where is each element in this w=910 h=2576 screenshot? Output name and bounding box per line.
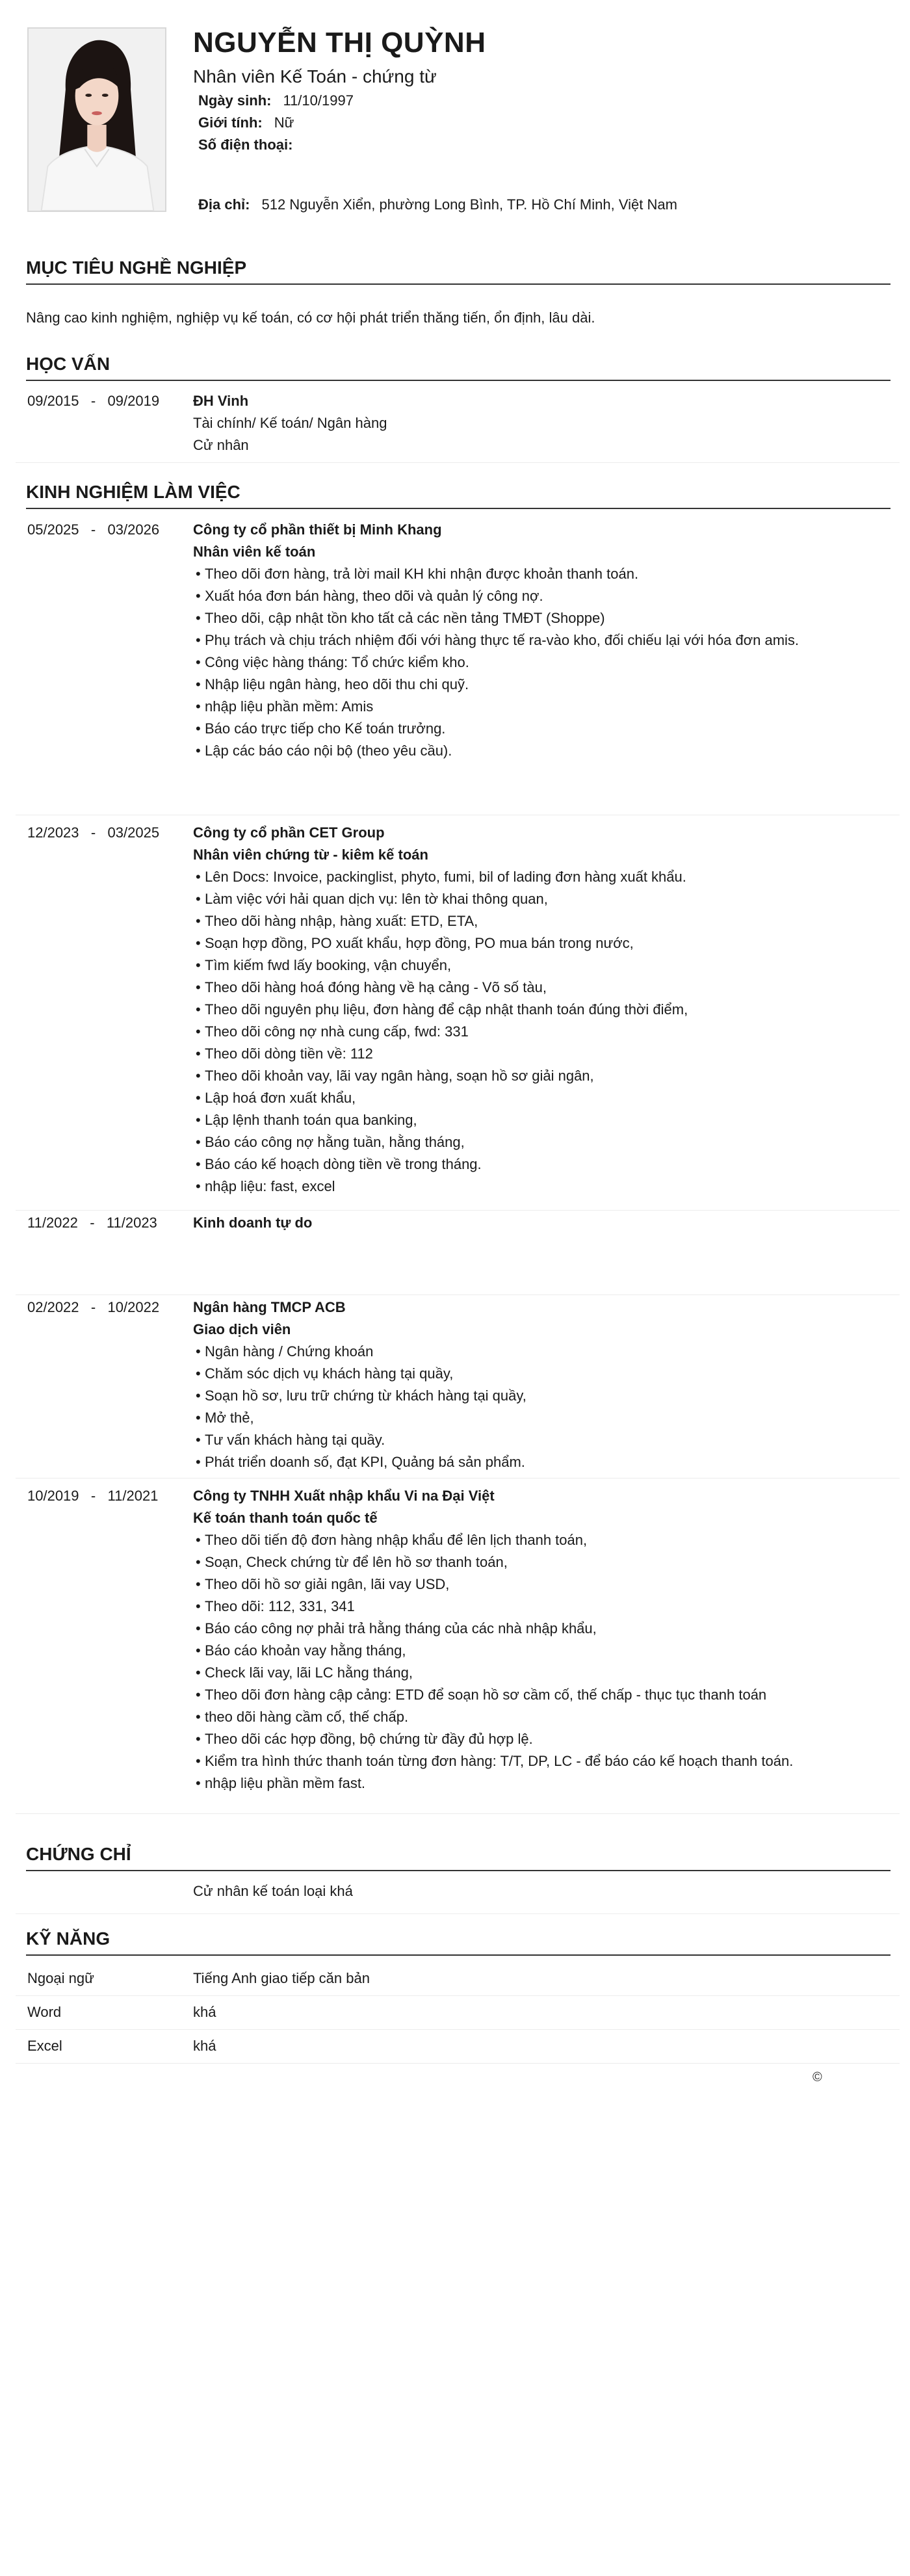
duty-item: • theo dõi hàng cầm cố, thế chấp. (193, 1706, 895, 1728)
dob-label: Ngày sinh: (198, 92, 272, 109)
dob-row (193, 90, 876, 112)
duty-item: • Báo cáo công nợ hằng tuần, hằng tháng, (193, 1131, 895, 1153)
duty-item: • Theo dõi các hợp đồng, bộ chứng từ đầy đủ hợp lệ. (193, 1728, 895, 1750)
gender-value: Nữ (274, 114, 294, 131)
copyright-mark: © (812, 2070, 822, 2084)
duty-item: • Theo dõi tiến độ đơn hàng nhập khẩu để lên lịch thanh toán, (193, 1529, 895, 1551)
experience-date: 02/2022 - 10/2022 (27, 1299, 160, 1315)
duty-item: • Phát triển doanh số, đạt KPI, Quảng bá sản phẩm. (193, 1451, 895, 1473)
experience-entry (16, 1212, 900, 1295)
skill-name: Word (27, 2004, 62, 2020)
duty-item: • Phụ trách và chịu trách nhiệm đối với hàng thực tế ra-vào kho, đối chiếu lại với hóa đơn amis. (193, 629, 895, 651)
certificate-entry (16, 1880, 900, 1914)
experience-entry (16, 1296, 900, 1479)
duty-item: • Làm việc với hải quan dịch vụ: lên tờ khai thông quan, (193, 888, 895, 910)
skill-name: Ngoại ngữ (27, 1970, 94, 1986)
experience-duties (193, 1341, 895, 1473)
dob-value: 11/10/1997 (283, 92, 354, 109)
candidate-position: Nhân viên Kế Toán - chứng từ (193, 66, 437, 86)
duty-item: • Chăm sóc dịch vụ khách hàng tại quầy, (193, 1363, 895, 1385)
experience-company: Công ty TNHH Xuất nhập khẩu Vi na Đại Việt (193, 1488, 495, 1504)
duty-item: • Theo dõi đơn hàng cập cảng: ETD để soạn hồ sơ cầm cố, thế chấp - thục tục thanh toán (193, 1684, 895, 1706)
experience-role: Giao dịch viên (193, 1321, 291, 1337)
duty-item: • Theo dõi khoản vay, lãi vay ngân hàng, soạn hồ sơ giải ngân, (193, 1065, 895, 1087)
duty-item: • Theo dõi hàng nhập, hàng xuất: ETD, ETA, (193, 910, 895, 932)
duty-item: • Lập lệnh thanh toán qua banking, (193, 1109, 895, 1131)
education-major: Tài chính/ Kế toán/ Ngân hàng (193, 415, 387, 431)
experience-entry (16, 519, 900, 815)
experience-company: Công ty cổ phần CET Group (193, 824, 385, 841)
experience-duties (193, 563, 895, 762)
duty-item: • Theo dõi hàng hoá đóng hàng về hạ cảng - Võ số tàu, (193, 977, 895, 999)
duty-item: • Ngân hàng / Chứng khoán (193, 1341, 895, 1363)
gender-label: Giới tính: (198, 114, 263, 131)
experience-date: 10/2019 - 11/2021 (27, 1488, 159, 1504)
duty-item: • Theo dõi dòng tiền về: 112 (193, 1043, 895, 1065)
duty-item: • nhập liệu: fast, excel (193, 1176, 895, 1198)
duty-item: • Tìm kiếm fwd lấy booking, vận chuyển, (193, 954, 895, 977)
profile-header (26, 26, 884, 215)
section-title-certificates: CHỨNG CHỈ (26, 1841, 890, 1871)
duty-item: • Báo cáo khoản vay hằng tháng, (193, 1640, 895, 1662)
duty-item: • Lên Docs: Invoice, packinglist, phyto, fumi, bil of lading đơn hàng xuất khẩu. (193, 866, 895, 888)
profile-info (193, 26, 876, 216)
phone-row (193, 134, 876, 156)
duty-item: • Nhập liệu ngân hàng, heo dõi thu chi quỹ. (193, 674, 895, 696)
skill-level: Tiếng Anh giao tiếp căn bản (193, 1970, 370, 1986)
duty-item: • Theo dõi đơn hàng, trả lời mail KH khi nhận được khoản thanh toán. (193, 563, 895, 585)
duty-item: • Theo dõi: 112, 331, 341 (193, 1596, 895, 1618)
experience-date: 12/2023 - 03/2025 (27, 824, 160, 841)
address-row (193, 194, 876, 216)
section-title-objective: MỤC TIÊU NGHỀ NGHIỆP (26, 255, 890, 285)
experience-date: 11/2022 - 11/2023 (27, 1215, 157, 1231)
duty-item: • Lập hoá đơn xuất khẩu, (193, 1087, 895, 1109)
duty-item: • Công việc hàng tháng: Tổ chức kiểm kho. (193, 651, 895, 674)
duty-item: • Check lãi vay, lãi LC hằng tháng, (193, 1662, 895, 1684)
duty-item: • Soạn, Check chứng từ để lên hồ sơ thanh toán, (193, 1551, 895, 1573)
experience-role: Nhân viên kế toán (193, 544, 316, 560)
experience-date: 05/2025 - 03/2026 (27, 521, 160, 538)
section-title-education: HỌC VẤN (26, 351, 890, 381)
address-label: Địa chỉ: (198, 196, 250, 213)
education-date: 09/2015 - 09/2019 (27, 393, 160, 409)
education-degree: Cử nhân (193, 437, 249, 453)
skill-name: Excel (27, 2038, 62, 2054)
duty-item: • Tư vấn khách hàng tại quầy. (193, 1429, 895, 1451)
duty-item: • Xuất hóa đơn bán hàng, theo dõi và quản lý công nợ. (193, 585, 895, 607)
experience-duties (193, 866, 895, 1198)
duty-item: • Theo dõi, cập nhật tồn kho tất cả các nền tảng TMĐT (Shoppe) (193, 607, 895, 629)
skill-level: khá (193, 2038, 216, 2054)
address-value: 512 Nguyễn Xiển, phường Long Bình, TP. Hồ Chí Minh, Việt Nam (261, 196, 677, 213)
duty-item: • Báo cáo kế hoạch dòng tiền về trong tháng. (193, 1153, 895, 1176)
duty-item: • Báo cáo công nợ phải trả hằng tháng của các nhà nhập khẩu, (193, 1618, 895, 1640)
candidate-name: NGUYỄN THỊ QUỲNH (193, 27, 486, 59)
gender-row (193, 112, 876, 134)
experience-entry (16, 822, 900, 1211)
skill-level: khá (193, 2004, 216, 2020)
duty-item: • Báo cáo trực tiếp cho Kế toán trưởng. (193, 718, 895, 740)
section-title-experience: KINH NGHIỆM LÀM VIỆC (26, 479, 890, 509)
duty-item: • Lập các báo cáo nội bộ (theo yêu cầu). (193, 740, 895, 762)
skill-row (16, 1962, 900, 1996)
experience-duties (193, 1529, 895, 1794)
experience-role: Kế toán thanh toán quốc tế (193, 1510, 378, 1526)
objective-text: Nâng cao kinh nghiệm, nghiệp vụ kế toán, có cơ hội phát triển thăng tiến, ổn định, lâu dài. (26, 309, 595, 326)
experience-company: Kinh doanh tự do (193, 1215, 313, 1231)
section-title-skills: KỸ NĂNG (26, 1926, 890, 1956)
education-entry (16, 390, 900, 463)
duty-item: • Theo dõi nguyên phụ liệu, đơn hàng để cập nhật thanh toán đúng thời điểm, (193, 999, 895, 1021)
school-name: ĐH Vinh (193, 393, 249, 409)
duty-item: • Theo dõi công nợ nhà cung cấp, fwd: 331 (193, 1021, 895, 1043)
skill-row (16, 2030, 900, 2064)
duty-item: • Soạn hồ sơ, lưu trữ chứng từ khách hàng tại quầy, (193, 1385, 895, 1407)
duty-item: • Theo dõi hồ sơ giải ngân, lãi vay USD, (193, 1573, 895, 1596)
duty-item: • nhập liệu phần mềm: Amis (193, 696, 895, 718)
experience-entry (16, 1485, 900, 1814)
duty-item: • Mở thẻ, (193, 1407, 895, 1429)
experience-role: Nhân viên chứng từ - kiêm kế toán (193, 847, 428, 863)
experience-company: Ngân hàng TMCP ACB (193, 1299, 346, 1315)
phone-label: Số điện thoại: (198, 137, 293, 153)
duty-item: • nhập liệu phần mềm fast. (193, 1772, 895, 1794)
profile-photo (27, 27, 166, 212)
duty-item: • Kiểm tra hình thức thanh toán từng đơn hàng: T/T, DP, LC - để báo cáo kế hoạch thanh toán. (193, 1750, 895, 1772)
experience-company: Công ty cổ phần thiết bị Minh Khang (193, 521, 442, 538)
skill-row (16, 1996, 900, 2030)
duty-item: • Soạn hợp đồng, PO xuất khẩu, hợp đồng, PO mua bán trong nước, (193, 932, 895, 954)
certificate-name: Cử nhân kế toán loại khá (193, 1883, 353, 1899)
